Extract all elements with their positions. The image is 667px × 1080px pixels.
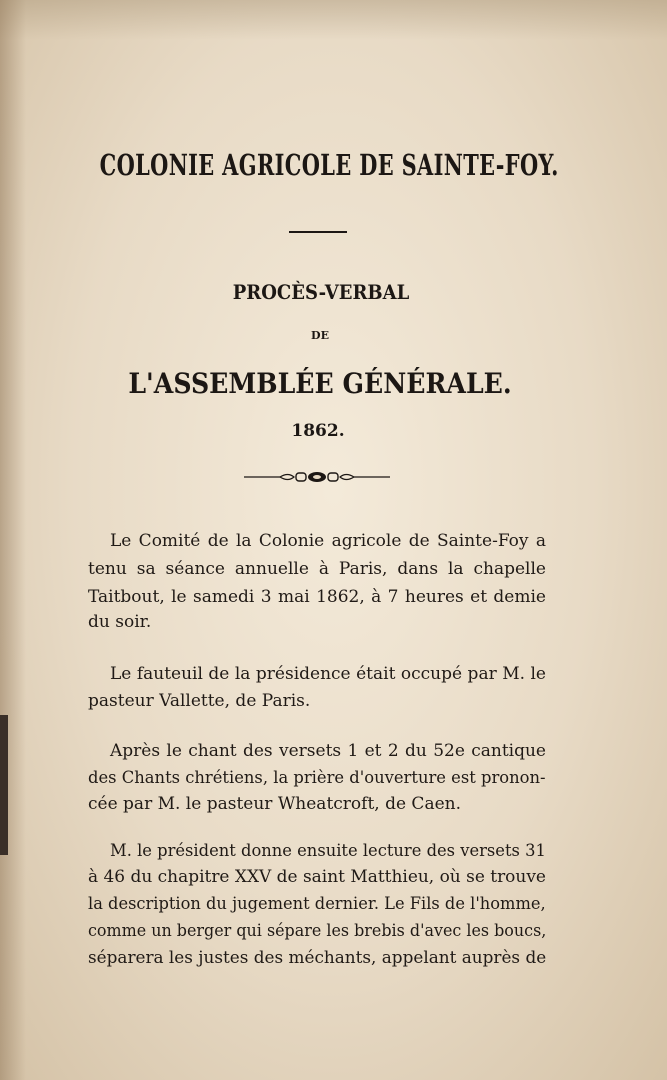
text-line: Après le chant des versets 1 et 2 du 52e cantique [110,741,546,761]
text-line: comme un berger qui sépare les brebis d'avec les boucs, [88,921,547,941]
document-year: 1862. [291,421,345,441]
text-line: à 46 du chapitre XXV de saint Matthieu, où se trouve [88,867,546,887]
text-line: du soir. [88,612,152,632]
ornament-divider [244,470,390,484]
binding-mark [0,715,8,855]
paper-edge-left [0,0,26,1080]
subtitle-connector: DE [311,329,329,342]
text-line: cée par M. le pasteur Wheatcroft, de Caen. [88,794,461,814]
text-line: Le fauteuil de la présidence était occupé par M. le [110,664,546,684]
paper-edge-top [0,0,667,40]
document-title: COLONIE AGRICOLE DE SAINTE-FOY. [99,148,559,182]
text-line: Le Comité de la Colonie agricole de Sainte-Foy a [110,531,546,551]
document-subtitle: PROCÈS-VERBAL [232,280,410,304]
title-rule [289,231,347,233]
text-line: M. le président donne ensuite lecture des versets 31 [110,841,546,861]
assembly-heading: L'ASSEMBLÉE GÉNÉRALE. [128,367,512,400]
text-line: pasteur Vallette, de Paris. [88,691,311,711]
text-line: la description du jugement dernier. Le Fils de l'homme, [88,894,546,914]
text-line: tenu sa séance annuelle à Paris, dans la chapelle [88,559,546,579]
text-line: Taitbout, le samedi 3 mai 1862, à 7 heures et demie [88,587,546,607]
text-line: séparera les justes des méchants, appelant auprès de [88,948,547,968]
text-line: des Chants chrétiens, la prière d'ouverture est pronon- [88,768,546,788]
